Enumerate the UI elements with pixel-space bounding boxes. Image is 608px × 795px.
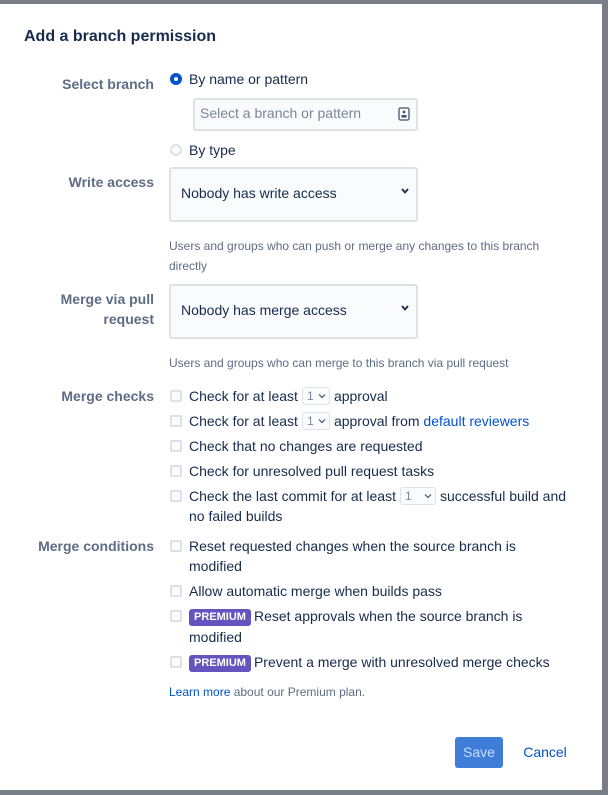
prevent-merge-unresolved-row: [189, 652, 550, 672]
learn-more-link[interactable]: Learn more: [169, 685, 231, 699]
min-approvals-pre: Check for at least: [189, 388, 298, 404]
default-reviewers-link[interactable]: default reviewers: [423, 413, 530, 429]
chevron-down-icon: [400, 304, 410, 312]
premium-badge: PREMIUM: [189, 655, 251, 672]
merge-checks-label: Merge checks: [61, 388, 154, 404]
min-approvals-count: 1: [306, 389, 314, 404]
successful-builds-count-select[interactable]: [400, 487, 436, 505]
write-access-help-line2: directly: [169, 259, 208, 273]
successful-builds-line2: no failed builds: [189, 508, 283, 524]
chevron-down-icon: [318, 418, 326, 424]
by-name-radio-label[interactable]: By name or pattern: [189, 71, 309, 87]
auto-merge-checkbox[interactable]: [170, 585, 182, 597]
merge-pr-label-line2: request: [103, 311, 154, 327]
branch-pattern-placeholder: Select a branch or pattern: [200, 105, 362, 121]
unresolved-tasks-label[interactable]: Check for unresolved pull request tasks: [189, 463, 435, 479]
premium-learn-more: [169, 682, 365, 702]
write-access-label: Write access: [68, 174, 154, 190]
min-approvals-checkbox[interactable]: [170, 390, 182, 402]
by-type-radio[interactable]: [170, 144, 182, 156]
chevron-down-icon: [318, 393, 326, 399]
chevron-down-icon: [424, 493, 432, 499]
reset-approvals-checkbox[interactable]: [170, 610, 182, 622]
learn-more-text: about our Premium plan.: [230, 685, 366, 699]
reset-approvals-row: [189, 606, 522, 626]
premium-badge: PREMIUM: [189, 609, 251, 626]
default-reviewers-count: 1: [306, 414, 314, 429]
merge-access-value: Nobody has merge access: [181, 302, 347, 318]
chevron-down-icon: [400, 187, 410, 195]
prevent-merge-unresolved-checkbox[interactable]: [170, 656, 182, 668]
write-access-help-line1: Users and groups who can push or merge any changes to this branch: [169, 239, 540, 253]
default-reviewers-post: approval from: [333, 413, 420, 429]
merge-pr-label-line1: Merge via pull: [60, 291, 154, 307]
merge-conditions-label: Merge conditions: [38, 538, 154, 554]
successful-builds-checkbox[interactable]: [170, 490, 182, 502]
reset-requested-changes-line1[interactable]: Reset requested changes when the source branch is: [189, 538, 516, 554]
merge-pr-help: Users and groups who can merge to this branch via pull request: [169, 356, 509, 370]
successful-builds-count: 1: [404, 489, 412, 504]
by-name-radio[interactable]: [170, 73, 182, 85]
default-reviewers-count-select[interactable]: [302, 412, 330, 430]
write-access-value: Nobody has write access: [181, 185, 337, 201]
default-reviewers-approval-checkbox[interactable]: [170, 415, 182, 427]
dialog-title: Add a branch permission: [24, 28, 217, 45]
reset-approvals-line1[interactable]: Reset approvals when the source branch is: [253, 608, 523, 624]
save-button[interactable]: Save: [455, 737, 503, 768]
auto-merge-label[interactable]: Allow automatic merge when builds pass: [189, 583, 442, 599]
by-type-radio-label[interactable]: By type: [189, 142, 236, 158]
successful-builds-post: successful build and: [439, 488, 567, 504]
default-reviewers-pre: Check for at least: [189, 413, 298, 429]
successful-builds-pre: Check the last commit for at least: [189, 488, 396, 504]
default-reviewers-approval-row: [189, 411, 529, 431]
min-approvals-count-select[interactable]: [302, 387, 330, 405]
merge-access-select[interactable]: [169, 284, 418, 339]
write-access-select[interactable]: [169, 167, 418, 222]
successful-builds-row: [189, 486, 566, 506]
min-approvals-post: approval: [333, 388, 388, 404]
no-changes-requested-label[interactable]: Check that no changes are requested: [189, 438, 423, 454]
unresolved-tasks-checkbox[interactable]: [170, 465, 182, 477]
branch-permission-dialog: [0, 4, 602, 790]
min-approvals-row: [189, 386, 388, 406]
prevent-merge-unresolved-label[interactable]: Prevent a merge with unresolved merge checks: [253, 654, 550, 670]
branch-pattern-input[interactable]: [193, 98, 418, 131]
cancel-button[interactable]: Cancel: [523, 744, 567, 760]
select-branch-label: Select branch: [62, 76, 154, 92]
reset-requested-changes-line2: modified: [189, 558, 242, 574]
reset-approvals-line2: modified: [189, 629, 242, 645]
no-changes-requested-checkbox[interactable]: [170, 440, 182, 452]
reset-requested-changes-checkbox[interactable]: [170, 540, 182, 552]
branch-picker-icon[interactable]: [398, 107, 410, 121]
